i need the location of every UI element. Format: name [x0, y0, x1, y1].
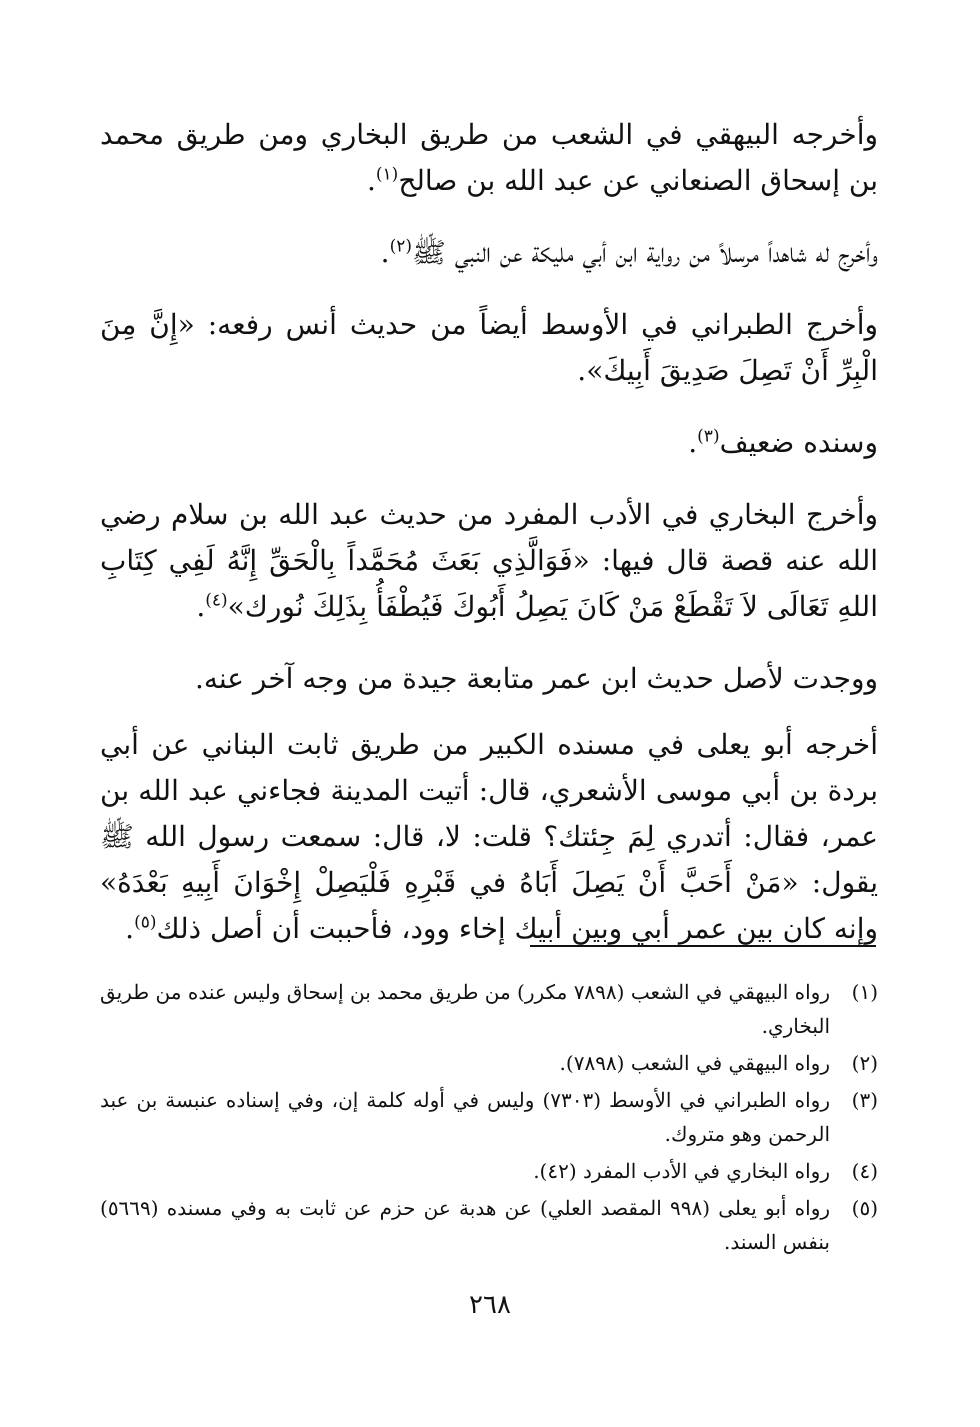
footnote-ref[interactable]: (٥)	[134, 912, 157, 933]
paragraph-text: وأخرجه البيهقي في الشعب من طريق البخاري ومن طريق محمد بن إسحاق الصنعاني عن عبد الله بن صالح	[100, 118, 878, 197]
paragraph-2	[100, 230, 878, 276]
paragraph-3	[100, 302, 878, 394]
paragraph-7	[100, 722, 878, 952]
paragraph-text: وأخرج له شاهداً مرسلاً من رواية ابن أبي مليكة عن النبي ﷺ	[412, 236, 878, 269]
footnote-text: رواه البيهقي في الشعب (٧٨٩٨ مكرر) من طريق محمد بن إسحاق وليس عنده من طريق البخاري.	[100, 980, 830, 1038]
footnote-number: (٤)	[851, 1159, 878, 1183]
paragraph-text: وأخرج البخاري في الأدب المفرد من حديث عبد الله بن سلام رضي الله عنه قصة قال فيها: «فَوَالَّذِي بَعَثَ مُحَمَّداً بِالْحَقِّ إِنَّهُ لَفِي كِتَابِ اللهِ تَعَالَى لاَ تَقْطَعْ مَنْ كَانَ يَصِلُ أَبُوكَ فَيُطْفَأُ بِذَلِكَ نُورك»	[100, 498, 878, 623]
footnote-3	[100, 1083, 878, 1151]
paragraph-4	[100, 420, 878, 466]
footnote-number: (٢)	[851, 1051, 878, 1075]
footnote-number: (٥)	[851, 1196, 878, 1220]
paragraph-end: .	[196, 590, 206, 623]
paragraph-end: .	[688, 426, 698, 459]
footnote-text: رواه البخاري في الأدب المفرد (٤٢).	[533, 1159, 830, 1183]
footnote-ref[interactable]: (٤)	[205, 590, 228, 611]
paragraph-5	[100, 492, 878, 630]
paragraph-end: .	[366, 164, 376, 197]
footnote-divider	[530, 945, 876, 947]
footnote-5	[100, 1191, 878, 1259]
paragraph-end: .	[380, 236, 390, 269]
page-number: ٢٦٨	[469, 1290, 511, 1320]
footnotes-section	[100, 975, 878, 1262]
paragraph-end: .	[125, 912, 135, 945]
footnote-ref[interactable]: (٣)	[697, 426, 720, 447]
paragraph-text: وأخرج الطبراني في الأوسط أيضاً من حديث أنس رفعه: «إِنَّ مِنَ الْبِرِّ أَنْ تَصِلَ صَدِيقَ أَبِيكَ».	[100, 308, 878, 387]
footnote-1	[100, 975, 878, 1043]
footnote-4	[100, 1154, 878, 1188]
paragraph-text: أخرجه أبو يعلى في مسنده الكبير من طريق ثابت البناني عن أبي بردة بن أبي موسى الأشعري، قال: أتيت المدينة فجاءني عبد الله بن عمر، فقال: أتدري لِمَ جِئتك؟ قلت: لا، قال: سمعت رسول الله ﷺ يقول: «مَنْ أَحَبَّ أَنْ يَصِلَ أَبَاهُ في قَبْرِهِ فَلْيَصِلْ إِخْوَانَ أَبِيهِ بَعْدَهُ» وإنه كان بين عمر أبي وبين أبيك إخاء وود، فأحببت أن أصل ذلك	[100, 728, 879, 945]
paragraph-6	[100, 656, 878, 702]
footnote-ref[interactable]: (٢)	[389, 236, 412, 257]
paragraph-text: ووجدت لأصل حديث ابن عمر متابعة جيدة من وجه آخر عنه.	[194, 662, 878, 695]
footnote-text: رواه أبو يعلى (٩٩٨ المقصد العلي) عن هدبة عن حزم عن ثابت به وفي مسنده (٥٦٦٩) بنفس السند.	[100, 1196, 831, 1254]
main-text	[100, 112, 878, 978]
footnote-number: (٣)	[851, 1088, 878, 1112]
paragraph-text: وسنده ضعيف	[719, 426, 878, 459]
footnote-text: رواه الطبراني في الأوسط (٧٣٠٣) وليس في أوله كلمة إن، وفي إسناده عنبسة بن عبد الرحمن وهو متروك.	[100, 1088, 830, 1146]
footnote-text: رواه البيهقي في الشعب (٧٨٩٨).	[559, 1051, 830, 1075]
paragraph-1	[100, 112, 878, 204]
footnote-ref[interactable]: (١)	[375, 164, 399, 185]
footnote-2	[100, 1046, 878, 1080]
footnote-number: (١)	[851, 980, 878, 1004]
